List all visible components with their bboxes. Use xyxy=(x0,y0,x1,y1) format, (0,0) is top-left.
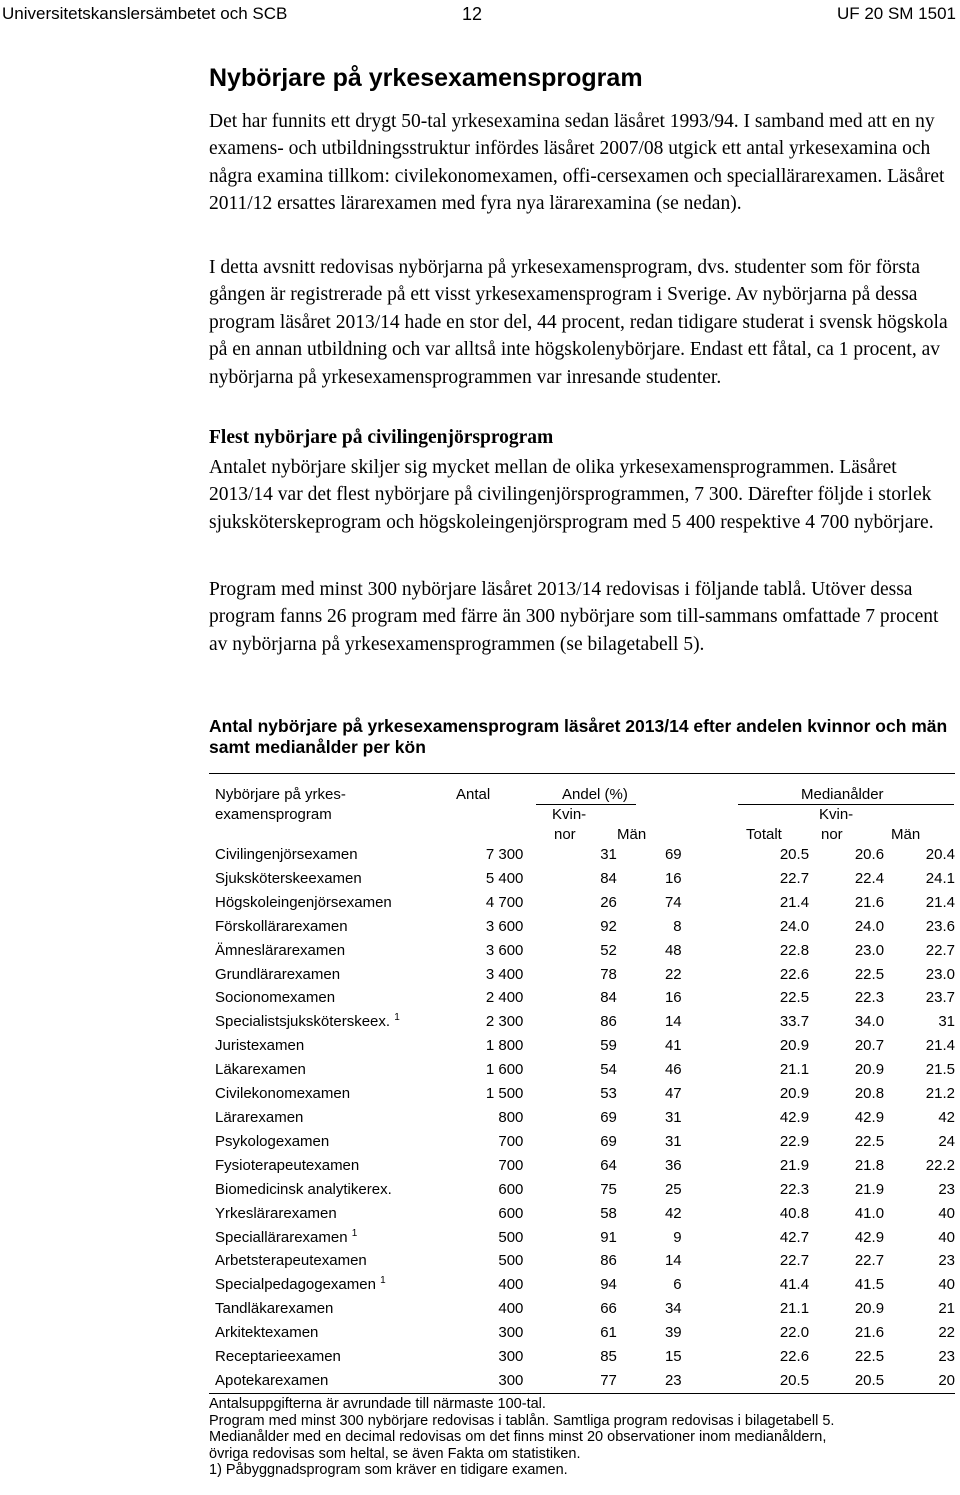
table-top-rule xyxy=(209,773,955,774)
cell-andel-man: 16 xyxy=(664,869,682,887)
cell-median-man: 21.5 xyxy=(925,1061,955,1079)
cell-median-totalt: 20.9 xyxy=(779,1037,810,1055)
table-row xyxy=(209,1154,955,1178)
cell-antal: 400 xyxy=(498,1276,524,1294)
table-note: Medianålder med en decimal redovisas om det finns minst 20 observationer inom medianåldern, xyxy=(209,1429,827,1446)
cell-andel-man: 34 xyxy=(664,1300,682,1318)
header-median-man: Män xyxy=(891,826,921,843)
cell-median-kvinnor: 21.6 xyxy=(854,893,885,911)
cell-median-kvinnor: 21.6 xyxy=(854,1324,885,1342)
program-name: Yrkeslärarexamen xyxy=(215,1204,337,1222)
table-notes xyxy=(209,1396,955,1479)
table-note: Antalsuppgifterna är avrundade till närmaste 100-tal. xyxy=(209,1396,546,1412)
table-note: övriga redovisas som heltal, se även Fakta om statistiken. xyxy=(209,1445,581,1462)
cell-median-totalt: 24.0 xyxy=(779,917,810,935)
cell-median-man: 23.6 xyxy=(925,917,955,935)
cell-median-man: 23 xyxy=(938,1252,955,1270)
cell-median-man: 21.2 xyxy=(925,1085,955,1103)
cell-andel-kvinnor: 54 xyxy=(600,1061,617,1079)
cell-median-kvinnor: 22.7 xyxy=(854,1252,885,1270)
program-name: Civilingenjörsexamen xyxy=(215,846,358,863)
page-title: Nybörjare på yrkesexamensprogram xyxy=(209,64,643,92)
cell-andel-kvinnor: 92 xyxy=(600,917,617,935)
cell-antal: 2 400 xyxy=(485,989,524,1007)
cell-andel-man: 48 xyxy=(664,941,682,959)
cell-median-man: 31 xyxy=(938,1013,955,1031)
cell-antal: 600 xyxy=(498,1180,524,1198)
program-name: Specialpedagogexamen xyxy=(215,1276,376,1294)
table-row xyxy=(209,1273,955,1297)
cell-andel-man: 15 xyxy=(664,1348,682,1366)
cell-median-totalt: 21.4 xyxy=(779,893,810,911)
cell-median-kvinnor: 41.5 xyxy=(854,1276,885,1294)
cell-median-man: 22 xyxy=(938,1324,955,1342)
cell-median-kvinnor: 20.6 xyxy=(854,846,885,863)
table-row xyxy=(209,1106,955,1130)
cell-median-kvinnor: 42.9 xyxy=(854,1228,885,1246)
program-name: Receptarieexamen xyxy=(215,1348,341,1366)
cell-andel-kvinnor: 75 xyxy=(600,1180,617,1198)
cell-median-kvinnor: 24.0 xyxy=(854,917,885,935)
cell-andel-kvinnor: 31 xyxy=(600,846,617,863)
header-program-line1: Nybörjare på yrkes- xyxy=(215,786,346,803)
table-row xyxy=(209,1369,955,1393)
cell-andel-kvinnor: 91 xyxy=(600,1228,617,1246)
cell-program xyxy=(209,1178,462,1202)
cell-median-totalt: 22.7 xyxy=(779,1252,810,1270)
program-name: Psykologexamen xyxy=(215,1132,330,1150)
cell-andel-man: 14 xyxy=(664,1013,682,1031)
cell-median-man: 21.4 xyxy=(925,893,955,911)
cell-median-kvinnor: 20.7 xyxy=(854,1037,885,1055)
cell-median-kvinnor: 41.0 xyxy=(854,1204,885,1222)
cell-median-totalt: 22.6 xyxy=(779,965,810,983)
program-name: Förskollärarexamen xyxy=(215,917,348,935)
cell-median-kvinnor: 20.9 xyxy=(854,1300,885,1318)
table-note: 1) Påbyggnadsprogram som kräver en tidigare examen. xyxy=(209,1462,568,1479)
cell-median-totalt: 22.3 xyxy=(779,1180,810,1198)
header-medianalder: Medianålder xyxy=(801,786,884,803)
cell-median-totalt: 22.5 xyxy=(779,989,810,1007)
intro-paragraph: Det har funnits ett drygt 50-tal yrkesexamina sedan läsåret 1993/94. I samband med att en ny examens- och utbildningsstruktur infördes läsåret 2007/08 utgick ett antal yrkesexamina och några examina tillkom: civilekonomexamen, offi-cersexamen och speciallärarexamen. Läsåret 2011/12 ersattes lärarexamen med fyra nya lärarexamina (se nedan). xyxy=(209,111,945,215)
cell-program xyxy=(209,1034,462,1058)
section-paragraph: I detta avsnitt redovisas nybörjarna på yrkesexamensprogram, dvs. studenter som för första gången är registrerade på ett visst yrkesexamensprogram i Sverige. Av nybörjarna på dessa program läsåret 2013/14 hade en stor del, 44 procent, redan tidigare studerat i svensk högskola på en annan utbildning och var alltså inte högskolenybörjare. Endast ett fåtal, ca 1 procent, av nybörjarna på yrkesexamensprogrammen var inresande studenter. xyxy=(209,257,948,388)
table-row xyxy=(209,963,955,987)
cell-median-man: 23.0 xyxy=(925,965,955,983)
cell-median-kvinnor: 20.5 xyxy=(854,1371,885,1389)
cell-antal: 300 xyxy=(498,1371,524,1389)
table-row xyxy=(209,1082,955,1106)
table-bottom-rule xyxy=(209,1393,955,1394)
table-title: Antal nybörjare på yrkesexamensprogram läsåret 2013/14 efter andelen kvinnor och män samt medianålder per kön xyxy=(209,716,948,757)
cell-median-kvinnor: 20.9 xyxy=(854,1061,885,1079)
cell-andel-man: 8 xyxy=(673,917,682,935)
header-median-totalt: Totalt xyxy=(746,826,782,843)
program-name: Speciallärarexamen xyxy=(215,1228,348,1246)
cell-antal: 5 400 xyxy=(485,869,524,887)
header-publisher: Universitetskanslersämbetet och SCB xyxy=(2,4,288,23)
cell-antal: 1 600 xyxy=(485,1061,524,1079)
cell-median-kvinnor: 21.8 xyxy=(854,1156,885,1174)
body-paragraph-counts: Antalet nybörjare skiljer sig mycket mellan de olika yrkesexamensprogrammen. Läsåret 2013/14 var det flest nybörjare på civilingenjörsprogrammen, 7 300. Därefter följde i storlek sjuksköterskeprogram och högskoleingenjörsprogram med 5 400 respektive 4 700 nybörjare. xyxy=(209,457,934,533)
header-andel: Andel (%) xyxy=(562,786,628,803)
table-row xyxy=(209,1345,955,1369)
body-paragraph-table-intro: Program med minst 300 nybörjare läsåret 2013/14 redovisas i följande tablå. Utöver dessa program fanns 26 program med färre än 300 nybörjare som till-sammans omfattade 7 procent av nybörjarna på yrkesexamensprogrammen (se bilagetabell 5). xyxy=(209,579,939,655)
table-row xyxy=(209,1058,955,1082)
cell-median-kvinnor: 21.9 xyxy=(854,1180,885,1198)
program-name: Grundlärarexamen xyxy=(215,965,341,983)
program-name: Arbetsterapeutexamen xyxy=(215,1252,367,1270)
cell-median-totalt: 41.4 xyxy=(779,1276,810,1294)
cell-median-totalt: 42.7 xyxy=(779,1228,810,1246)
cell-program xyxy=(209,1130,462,1154)
cell-andel-man: 31 xyxy=(664,1108,682,1126)
cell-andel-man: 42 xyxy=(664,1204,682,1222)
cell-antal: 700 xyxy=(498,1132,524,1150)
cell-andel-man: 31 xyxy=(664,1132,682,1150)
cell-median-kvinnor: 20.8 xyxy=(854,1085,885,1103)
header-andel-nor: nor xyxy=(554,826,576,843)
cell-andel-man: 16 xyxy=(664,989,682,1007)
table-row xyxy=(209,891,955,915)
cell-median-man: 23 xyxy=(938,1348,955,1366)
cell-antal: 7 300 xyxy=(485,846,524,863)
program-name: Specialistsjuksköterskeex. xyxy=(215,1013,391,1031)
cell-median-man: 40 xyxy=(938,1276,955,1294)
table-row xyxy=(209,1249,955,1273)
cell-andel-kvinnor: 58 xyxy=(600,1204,617,1222)
program-name: Sjuksköterskeexamen xyxy=(215,869,362,887)
cell-program xyxy=(209,1226,462,1250)
cell-program xyxy=(209,915,462,939)
cell-median-totalt: 40.8 xyxy=(779,1204,810,1222)
cell-median-man: 23 xyxy=(938,1180,955,1198)
cell-median-man: 21 xyxy=(938,1300,955,1318)
table-row xyxy=(209,843,955,867)
cell-andel-kvinnor: 53 xyxy=(600,1085,617,1103)
cell-andel-kvinnor: 77 xyxy=(600,1371,617,1389)
cell-program xyxy=(209,1058,462,1082)
cell-median-totalt: 20.5 xyxy=(779,1371,810,1389)
cell-median-totalt: 22.8 xyxy=(779,941,810,959)
header-andel-kvin: Kvin- xyxy=(552,806,587,823)
cell-program xyxy=(209,1106,462,1130)
cell-andel-kvinnor: 94 xyxy=(600,1276,617,1294)
cell-andel-kvinnor: 86 xyxy=(600,1252,617,1270)
cell-antal: 3 600 xyxy=(485,917,524,935)
cell-median-totalt: 22.7 xyxy=(779,869,810,887)
cell-antal: 500 xyxy=(498,1228,524,1246)
cell-andel-man: 46 xyxy=(664,1061,682,1079)
program-name: Fysioterapeutexamen xyxy=(215,1156,360,1174)
table-row xyxy=(209,1010,955,1034)
cell-antal: 3 400 xyxy=(485,965,524,983)
cell-program xyxy=(209,1297,462,1321)
cell-andel-kvinnor: 59 xyxy=(600,1037,617,1055)
cell-median-man: 24.1 xyxy=(925,869,955,887)
cell-median-totalt: 22.6 xyxy=(779,1348,810,1366)
cell-program xyxy=(209,963,462,987)
cell-program xyxy=(209,1082,462,1106)
cell-median-man: 20.4 xyxy=(925,846,955,863)
table-row xyxy=(209,1130,955,1154)
table-row xyxy=(209,1321,955,1345)
cell-antal: 400 xyxy=(498,1300,524,1318)
header-median-nor: nor xyxy=(821,826,843,843)
page-number: 12 xyxy=(462,4,483,24)
cell-median-totalt: 21.1 xyxy=(779,1300,810,1318)
cell-antal: 1 800 xyxy=(485,1037,524,1055)
cell-median-kvinnor: 22.3 xyxy=(854,989,885,1007)
table-row xyxy=(209,915,955,939)
cell-median-man: 23.7 xyxy=(925,989,955,1007)
table-body xyxy=(209,843,955,1393)
cell-andel-man: 23 xyxy=(664,1371,682,1389)
subheading: Flest nybörjare på civilingenjörsprogram xyxy=(209,427,554,448)
cell-median-totalt: 42.9 xyxy=(779,1108,810,1126)
cell-median-totalt: 20.9 xyxy=(779,1085,810,1103)
cell-median-kvinnor: 22.4 xyxy=(854,869,885,887)
program-name: Apotekarexamen xyxy=(215,1371,329,1389)
cell-andel-man: 69 xyxy=(664,846,682,863)
program-name: Socionomexamen xyxy=(215,989,336,1007)
cell-andel-kvinnor: 52 xyxy=(600,941,617,959)
cell-antal: 300 xyxy=(498,1324,524,1342)
table-row xyxy=(209,1297,955,1321)
footnote-marker: 1 xyxy=(380,1275,386,1287)
cell-program xyxy=(209,1010,462,1034)
cell-program xyxy=(209,939,462,963)
cell-andel-kvinnor: 84 xyxy=(600,869,617,887)
cell-antal: 500 xyxy=(498,1252,524,1270)
cell-andel-man: 6 xyxy=(673,1276,682,1294)
program-name: Läkarexamen xyxy=(215,1061,306,1079)
cell-median-totalt: 21.9 xyxy=(779,1156,810,1174)
header-median-kvin: Kvin- xyxy=(819,806,854,823)
cell-program xyxy=(209,1369,462,1393)
cell-median-kvinnor: 22.5 xyxy=(854,1348,885,1366)
cell-andel-man: 36 xyxy=(664,1156,682,1174)
cell-andel-man: 22 xyxy=(664,965,682,983)
table-row xyxy=(209,986,955,1010)
table-row xyxy=(209,1178,955,1202)
cell-program xyxy=(209,867,462,891)
program-name: Högskoleingenjörsexamen xyxy=(215,893,392,911)
cell-program xyxy=(209,891,462,915)
header-andel-man: Män xyxy=(617,826,647,843)
cell-median-man: 40 xyxy=(938,1204,955,1222)
cell-median-totalt: 22.0 xyxy=(779,1324,810,1342)
cell-andel-man: 14 xyxy=(664,1252,682,1270)
header-report-id: UF 20 SM 1501 xyxy=(836,4,956,23)
cell-andel-man: 41 xyxy=(664,1037,682,1055)
table-note: Program med minst 300 nybörjare redovisas i tablån. Samtliga program redovisas i bilagetabell 5. xyxy=(209,1412,835,1429)
cell-antal: 600 xyxy=(498,1204,524,1222)
cell-median-kvinnor: 42.9 xyxy=(854,1108,885,1126)
header-antal: Antal xyxy=(456,786,491,803)
cell-andel-kvinnor: 61 xyxy=(600,1324,617,1342)
cell-andel-kvinnor: 86 xyxy=(600,1013,617,1031)
cell-andel-kvinnor: 64 xyxy=(600,1156,617,1174)
cell-antal: 700 xyxy=(498,1156,524,1174)
cell-antal: 4 700 xyxy=(485,893,524,911)
cell-andel-kvinnor: 26 xyxy=(600,893,617,911)
table-row xyxy=(209,867,955,891)
table-row xyxy=(209,1226,955,1250)
cell-andel-man: 9 xyxy=(673,1228,682,1246)
cell-program xyxy=(209,986,462,1010)
cell-program xyxy=(209,1249,462,1273)
table-row xyxy=(209,1034,955,1058)
cell-median-kvinnor: 22.5 xyxy=(854,965,885,983)
program-name: Civilekonomexamen xyxy=(215,1085,351,1103)
header-median-underline xyxy=(738,804,954,805)
cell-antal: 1 500 xyxy=(485,1085,524,1103)
cell-median-totalt: 22.9 xyxy=(779,1132,810,1150)
header-program-line2: examensprogram xyxy=(215,806,332,823)
program-name: Juristexamen xyxy=(215,1037,305,1055)
cell-median-man: 20 xyxy=(938,1371,955,1389)
cell-median-kvinnor: 34.0 xyxy=(854,1013,885,1031)
program-name: Biomedicinsk analytikerex. xyxy=(215,1180,392,1198)
cell-andel-kvinnor: 78 xyxy=(600,965,617,983)
cell-andel-kvinnor: 84 xyxy=(600,989,617,1007)
program-name: Tandläkarexamen xyxy=(215,1300,334,1318)
cell-median-totalt: 33.7 xyxy=(779,1013,810,1031)
program-name: Ämneslärarexamen xyxy=(215,941,346,959)
cell-median-man: 22.2 xyxy=(925,1156,955,1174)
cell-program xyxy=(209,1321,462,1345)
cell-andel-man: 74 xyxy=(664,893,682,911)
table-row xyxy=(209,939,955,963)
cell-program xyxy=(209,843,462,867)
footnote-marker: 1 xyxy=(351,1227,358,1239)
cell-median-man: 24 xyxy=(938,1132,955,1150)
cell-antal: 3 600 xyxy=(485,941,524,959)
cell-median-totalt: 20.5 xyxy=(779,846,810,863)
cell-andel-kvinnor: 69 xyxy=(600,1108,617,1126)
program-name: Arkitektexamen xyxy=(215,1324,319,1342)
cell-andel-kvinnor: 85 xyxy=(600,1348,617,1366)
cell-median-man: 42 xyxy=(938,1108,955,1126)
cell-median-totalt: 21.1 xyxy=(779,1061,810,1079)
table-row xyxy=(209,1202,955,1226)
cell-median-man: 22.7 xyxy=(925,941,955,959)
cell-andel-kvinnor: 69 xyxy=(600,1132,617,1150)
cell-program xyxy=(209,1154,462,1178)
cell-program xyxy=(209,1273,462,1297)
cell-antal: 300 xyxy=(498,1348,524,1366)
data-table xyxy=(209,843,955,1393)
cell-antal: 2 300 xyxy=(485,1013,524,1031)
cell-program xyxy=(209,1345,462,1369)
cell-median-man: 21.4 xyxy=(925,1037,955,1055)
header-andel-underline xyxy=(536,804,636,805)
cell-antal: 800 xyxy=(498,1108,524,1126)
footnote-marker: 1 xyxy=(394,1012,400,1024)
running-header xyxy=(0,4,960,26)
cell-median-kvinnor: 23.0 xyxy=(854,941,885,959)
cell-program xyxy=(209,1202,462,1226)
cell-andel-man: 25 xyxy=(664,1180,682,1198)
cell-andel-man: 39 xyxy=(664,1324,682,1342)
cell-median-kvinnor: 22.5 xyxy=(854,1132,885,1150)
cell-andel-kvinnor: 66 xyxy=(600,1300,617,1318)
program-name: Lärarexamen xyxy=(215,1108,304,1126)
cell-median-man: 40 xyxy=(938,1228,955,1246)
cell-andel-man: 47 xyxy=(664,1085,682,1103)
